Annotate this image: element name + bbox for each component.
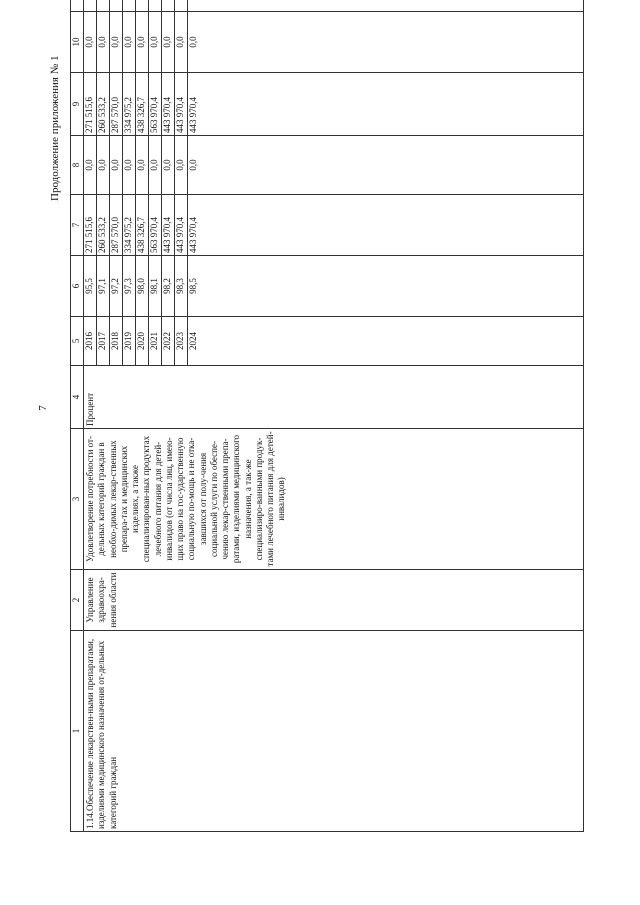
col11-value: [188, 0, 200, 11]
col6-value: 97,2: [110, 256, 123, 316]
col10-value: 0,0: [175, 12, 188, 72]
col10-value: 0,0: [149, 12, 162, 72]
table-row: [84, 0, 584, 832]
col10-value: 0,0: [162, 12, 175, 72]
col8-value: 0,0: [84, 136, 97, 194]
col6-value: 98,1: [149, 256, 162, 316]
col10-value: 0,0: [97, 12, 110, 72]
year-value: 2024: [188, 332, 198, 350]
year-value: 2019: [123, 317, 136, 365]
year-value: 2022: [162, 317, 175, 365]
col6-cell: [84, 256, 584, 317]
executor-cell: Управление здравоохра-нения области: [84, 570, 584, 631]
col11-value: [136, 0, 149, 11]
year-value: 2018: [110, 317, 123, 365]
col-header-10: 10: [71, 12, 84, 73]
col9-value: 334 975,2: [123, 73, 136, 135]
col8-value: 0,0: [136, 136, 149, 194]
col9-cell: [84, 73, 584, 136]
col-header-5: 5: [71, 317, 84, 366]
col-header-1: 1: [71, 631, 84, 832]
col7-value: 438 326,7: [136, 195, 149, 255]
col-header-9: 9: [71, 73, 84, 136]
col-header-8: 8: [71, 136, 84, 195]
year-value: 2017: [97, 317, 110, 365]
col11-value: [97, 0, 110, 11]
col8-value: 0,0: [175, 136, 188, 194]
col9-value: 438 326,7: [136, 73, 149, 135]
col6-value: 97,3: [123, 256, 136, 316]
appendix-title: Продолжение приложения № 1: [49, 55, 61, 201]
col-header-6: 6: [71, 256, 84, 317]
col9-value: 443 970,4: [175, 73, 188, 135]
col10-value: 0,0: [110, 12, 123, 72]
col8-value: 0,0: [123, 136, 136, 194]
col-header-3: 3: [71, 429, 84, 570]
indicator-cell: Удовлетворение потребности от-дельных категорий граждан в необхо-димых лекар-ственных препара-тах и медицинских изделиях, а также специализирован-ных продуктах лечебного питания для детей-инвалидов (от числа лиц, имею-щих право на гос-ударственную социальную по-мощь и не отка-завшихся от полу-чения социальной услуги по обеспе-чению лекар-ственными препа-ратами, изделиями медицинского назначения, а так-же специализиро-ванными продук-тами лечебного питания для детей-инвалидов): [84, 429, 584, 570]
col7-value: 271 515,6: [84, 195, 97, 255]
col10-value: 0,0: [84, 12, 97, 72]
col10-value: 0,0: [188, 36, 198, 48]
col11-value: [110, 0, 123, 11]
col7-cell: [84, 195, 584, 256]
year-value: 2023: [175, 317, 188, 365]
col11-value: [149, 0, 162, 11]
col10-value: 0,0: [136, 12, 149, 72]
col7-value: 260 533,2: [97, 195, 110, 255]
col8-value: 0,0: [188, 159, 198, 171]
col-header-4: 4: [71, 366, 84, 429]
col10-cell: [84, 12, 584, 73]
year-value: 2020: [136, 317, 149, 365]
col7-value: 563 970,4: [149, 195, 162, 255]
col6-value: 98,2: [162, 256, 175, 316]
col6-value: 98,5: [188, 278, 198, 294]
col-header-7: 7: [71, 195, 84, 256]
col-header-11: [71, 0, 84, 12]
col6-value: 98,3: [175, 256, 188, 316]
col9-value: 563 970,4: [149, 73, 162, 135]
col9-value: 443 970,4: [162, 73, 175, 135]
col7-value: 443 970,4: [188, 217, 198, 253]
col8-value: 0,0: [110, 136, 123, 194]
col9-value: 271 515,6: [84, 73, 97, 135]
col8-value: 0,0: [149, 136, 162, 194]
col8-cell: [84, 136, 584, 195]
col11-value: [162, 0, 175, 11]
col11-value: [123, 0, 136, 11]
col6-value: 98,0: [136, 256, 149, 316]
col6-value: 97,1: [97, 256, 110, 316]
col9-value: 260 533,2: [97, 73, 110, 135]
data-table: [70, 0, 584, 832]
col8-value: 0,0: [162, 136, 175, 194]
col9-value: 443 970,4: [188, 97, 198, 133]
col7-value: 443 970,4: [162, 195, 175, 255]
col-header-2: 2: [71, 570, 84, 631]
years-cell: [84, 317, 584, 366]
col11-value: [84, 0, 97, 11]
col6-value: 95,5: [84, 256, 97, 316]
page-number: 7: [36, 405, 49, 411]
unit-cell: Процент: [84, 366, 584, 429]
col7-value: 287 570,0: [110, 195, 123, 255]
col11-value: [175, 0, 188, 11]
rotated-table-container: [70, 12, 590, 832]
header-row: [71, 0, 84, 832]
col9-value: 287 570,0: [110, 73, 123, 135]
col8-value: 0,0: [97, 136, 110, 194]
col7-value: 334 975,2: [123, 195, 136, 255]
year-value: 2016: [84, 317, 97, 365]
col10-value: 0,0: [123, 12, 136, 72]
col7-value: 443 970,4: [175, 195, 188, 255]
col11-cell: [84, 0, 584, 12]
year-value: 2021: [149, 317, 162, 365]
measure-cell: 1.14.Обеспечение лекарствен-ными препаратами, изделиями медицинского назначения от-дельных категорий граждан: [84, 631, 584, 832]
